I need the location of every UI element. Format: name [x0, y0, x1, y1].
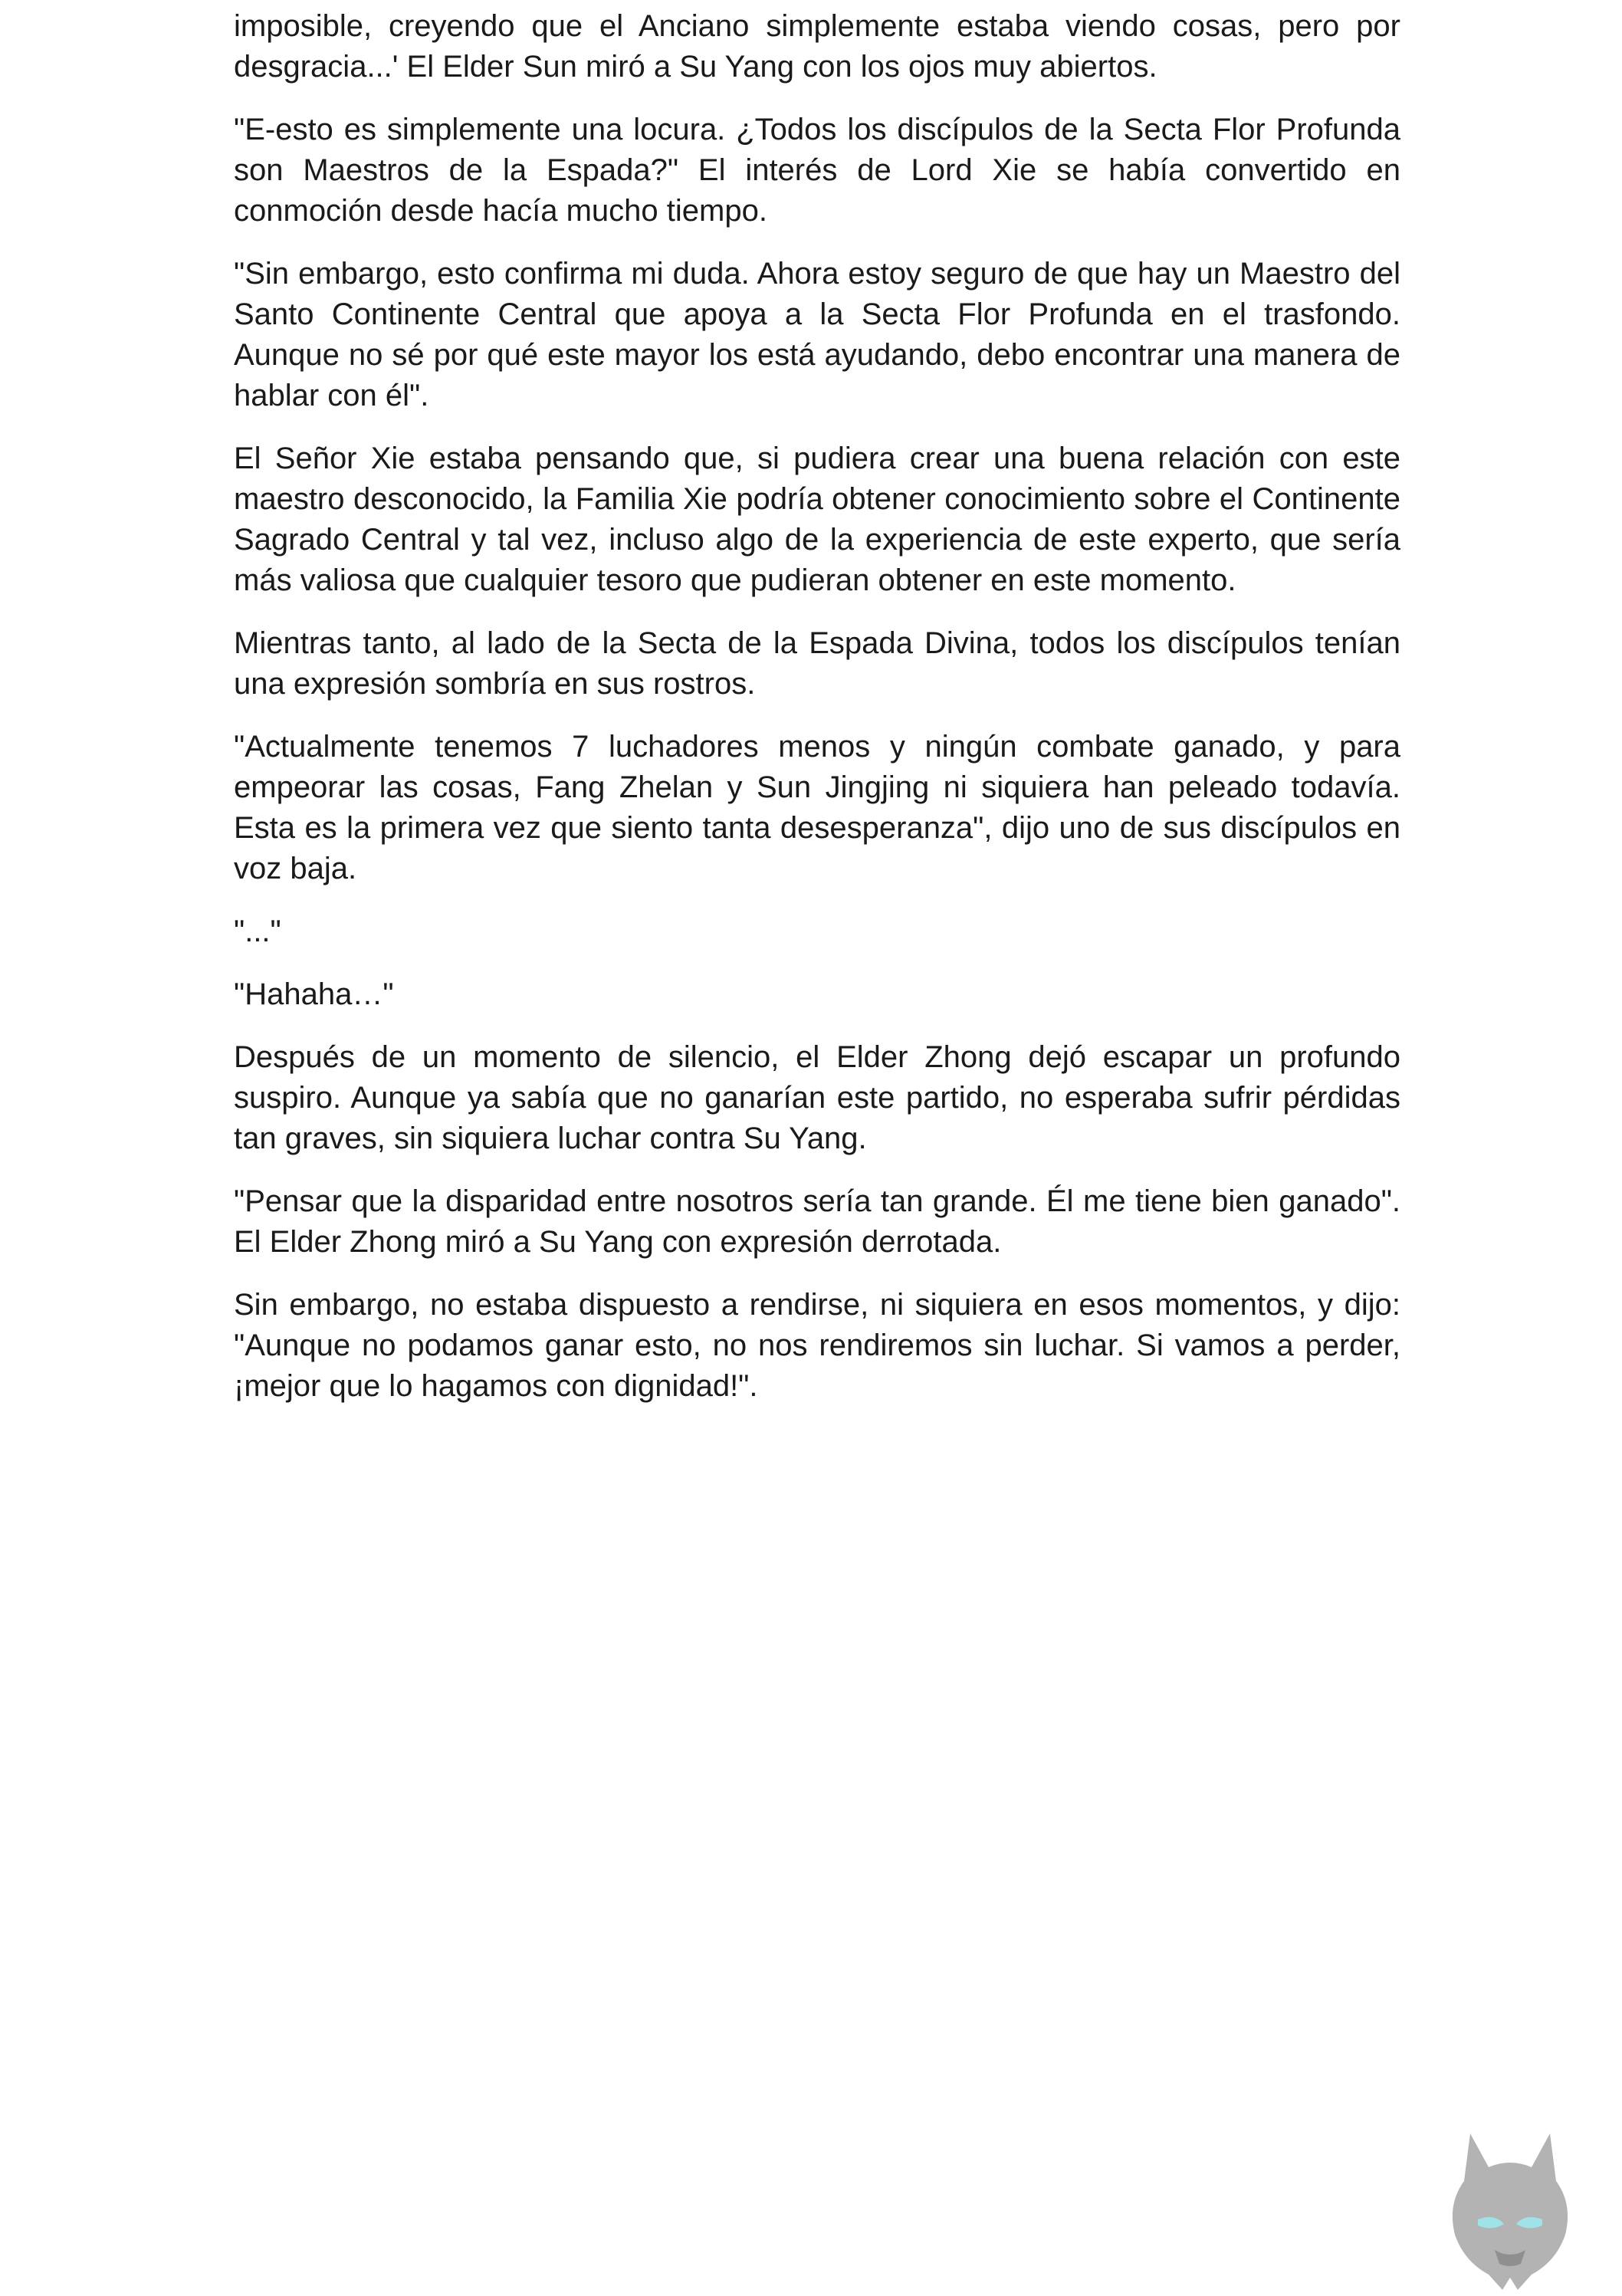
paragraph: Sin embargo, no estaba dispuesto a rendirse, ni siquiera en esos momentos, y dijo: "Aunque no podamos ganar esto, no nos rendiremos sin luchar. Si vamos a perder, ¡mejor que lo hagamos con dignidad!".	[234, 1288, 1400, 1403]
paragraph: "..."	[234, 915, 281, 948]
paragraph: "Pensar que la disparidad entre nosotros sería tan grande. Él me tiene bien ganado". El Elder Zhong miró a Su Yang con expresión derrotada.	[234, 1184, 1400, 1259]
document-body	[234, 6, 1400, 1429]
paragraph: Mientras tanto, al lado de la Secta de la Espada Divina, todos los discípulos tenían una expresión sombría en sus rostros.	[234, 626, 1400, 701]
demon-head-logo-icon	[1441, 2127, 1579, 2292]
paragraph: Después de un momento de silencio, el Elder Zhong dejó escapar un profundo suspiro. Aunque ya sabía que no ganarían este partido, no esperaba sufrir pérdidas tan graves, sin siquiera luchar contra Su Yang.	[234, 1040, 1400, 1155]
paragraph: "E-esto es simplemente una locura. ¿Todos los discípulos de la Secta Flor Profunda son Maestros de la Espada?" El interés de Lord Xie se había convertido en conmoción desde hacía mucho tiempo.	[234, 113, 1400, 228]
paragraph: "Actualmente tenemos 7 luchadores menos y ningún combate ganado, y para empeorar las cosas, Fang Zhelan y Sun Jingjing ni siquiera han peleado todavía. Esta es la primera vez que siento tanta desesperanza", dijo uno de sus discípulos en voz baja.	[234, 730, 1400, 885]
paragraph: imposible, creyendo que el Anciano simplemente estaba viendo cosas, pero por desgracia...' El Elder Sun miró a Su Yang con los ojos muy abiertos.	[234, 9, 1400, 84]
paragraph: El Señor Xie estaba pensando que, si pudiera crear una buena relación con este maestro desconocido, la Familia Xie podría obtener conocimiento sobre el Continente Sagrado Central y tal vez, incluso algo de la experiencia de este experto, que sería más valiosa que cualquier tesoro que pudieran obtener en este momento.	[234, 442, 1400, 597]
paragraph: "Sin embargo, esto confirma mi duda. Ahora estoy seguro de que hay un Maestro del Santo Continente Central que apoya a la Secta Flor Profunda en el trasfondo. Aunque no sé por qué este mayor los está ayudando, debo encontrar una manera de hablar con él".	[234, 257, 1400, 412]
paragraph: "Hahaha…"	[234, 977, 394, 1011]
